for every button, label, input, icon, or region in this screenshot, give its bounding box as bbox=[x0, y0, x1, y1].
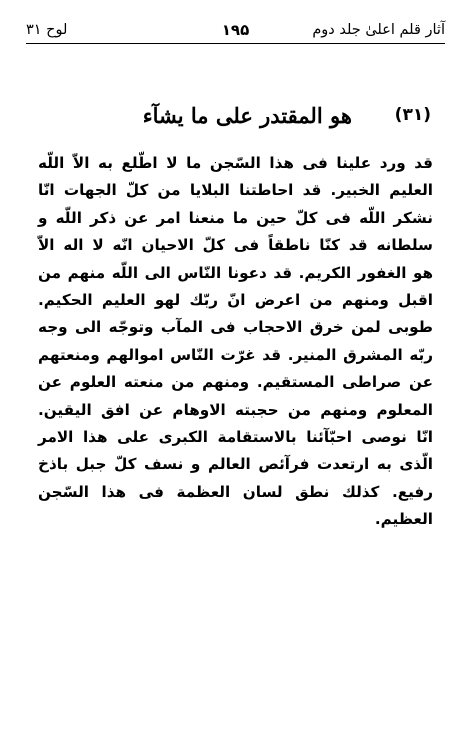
section-number: (۳۱) bbox=[394, 105, 431, 125]
running-header bbox=[26, 16, 445, 44]
page-number: ۱۹۵ bbox=[221, 21, 250, 39]
tablet-body-text: قد ورد علينا فی هذا السّجن ما لا اطّلع به الاّ اللّه العليم الخبير. قد احاطتنا البلايا من كلّ الجهات انّا نشكر اللّه فی كلّ حين ما منعنا امر عن ذكر اللّه و سلطانه قد كنّا ناطقاً فی كلّ الاحيان انّه لا اله الاّ هو الغفور الكريم. قد دعونا النّاس الى اللّه منهم من اقبل ومنهم من اعرض انّ ربّك لهو العليم الحكيم. طوبى لمن خرق الاحجاب فی المآب وتوجّه الى وجه ربّه المشرق المنير. قد غرّت النّاس اموالهم ومنعتهم عن صراطی المستقيم. ومنهم من منعته العلوم عن المعلوم ومنهم من حجبته الاوهام عن افق اليقين. انّا نوصی احبّآئنا بالاستقامة الكبرى على هذا الامر الّذی به ارتعدت فرآئص العالم و نسف كلّ جبل باذخ رفيع. كذلك نطق لسان العظمة فی هذا السّجن العظيم. bbox=[38, 154, 433, 529]
tablet-label: لوح ۳۱ bbox=[26, 22, 68, 38]
section-heading bbox=[60, 98, 431, 132]
book-title: آثار قلم اعلیٰ جلد دوم bbox=[312, 22, 445, 38]
invocation-title: هو المقتدر على ما يشآء bbox=[142, 102, 352, 128]
